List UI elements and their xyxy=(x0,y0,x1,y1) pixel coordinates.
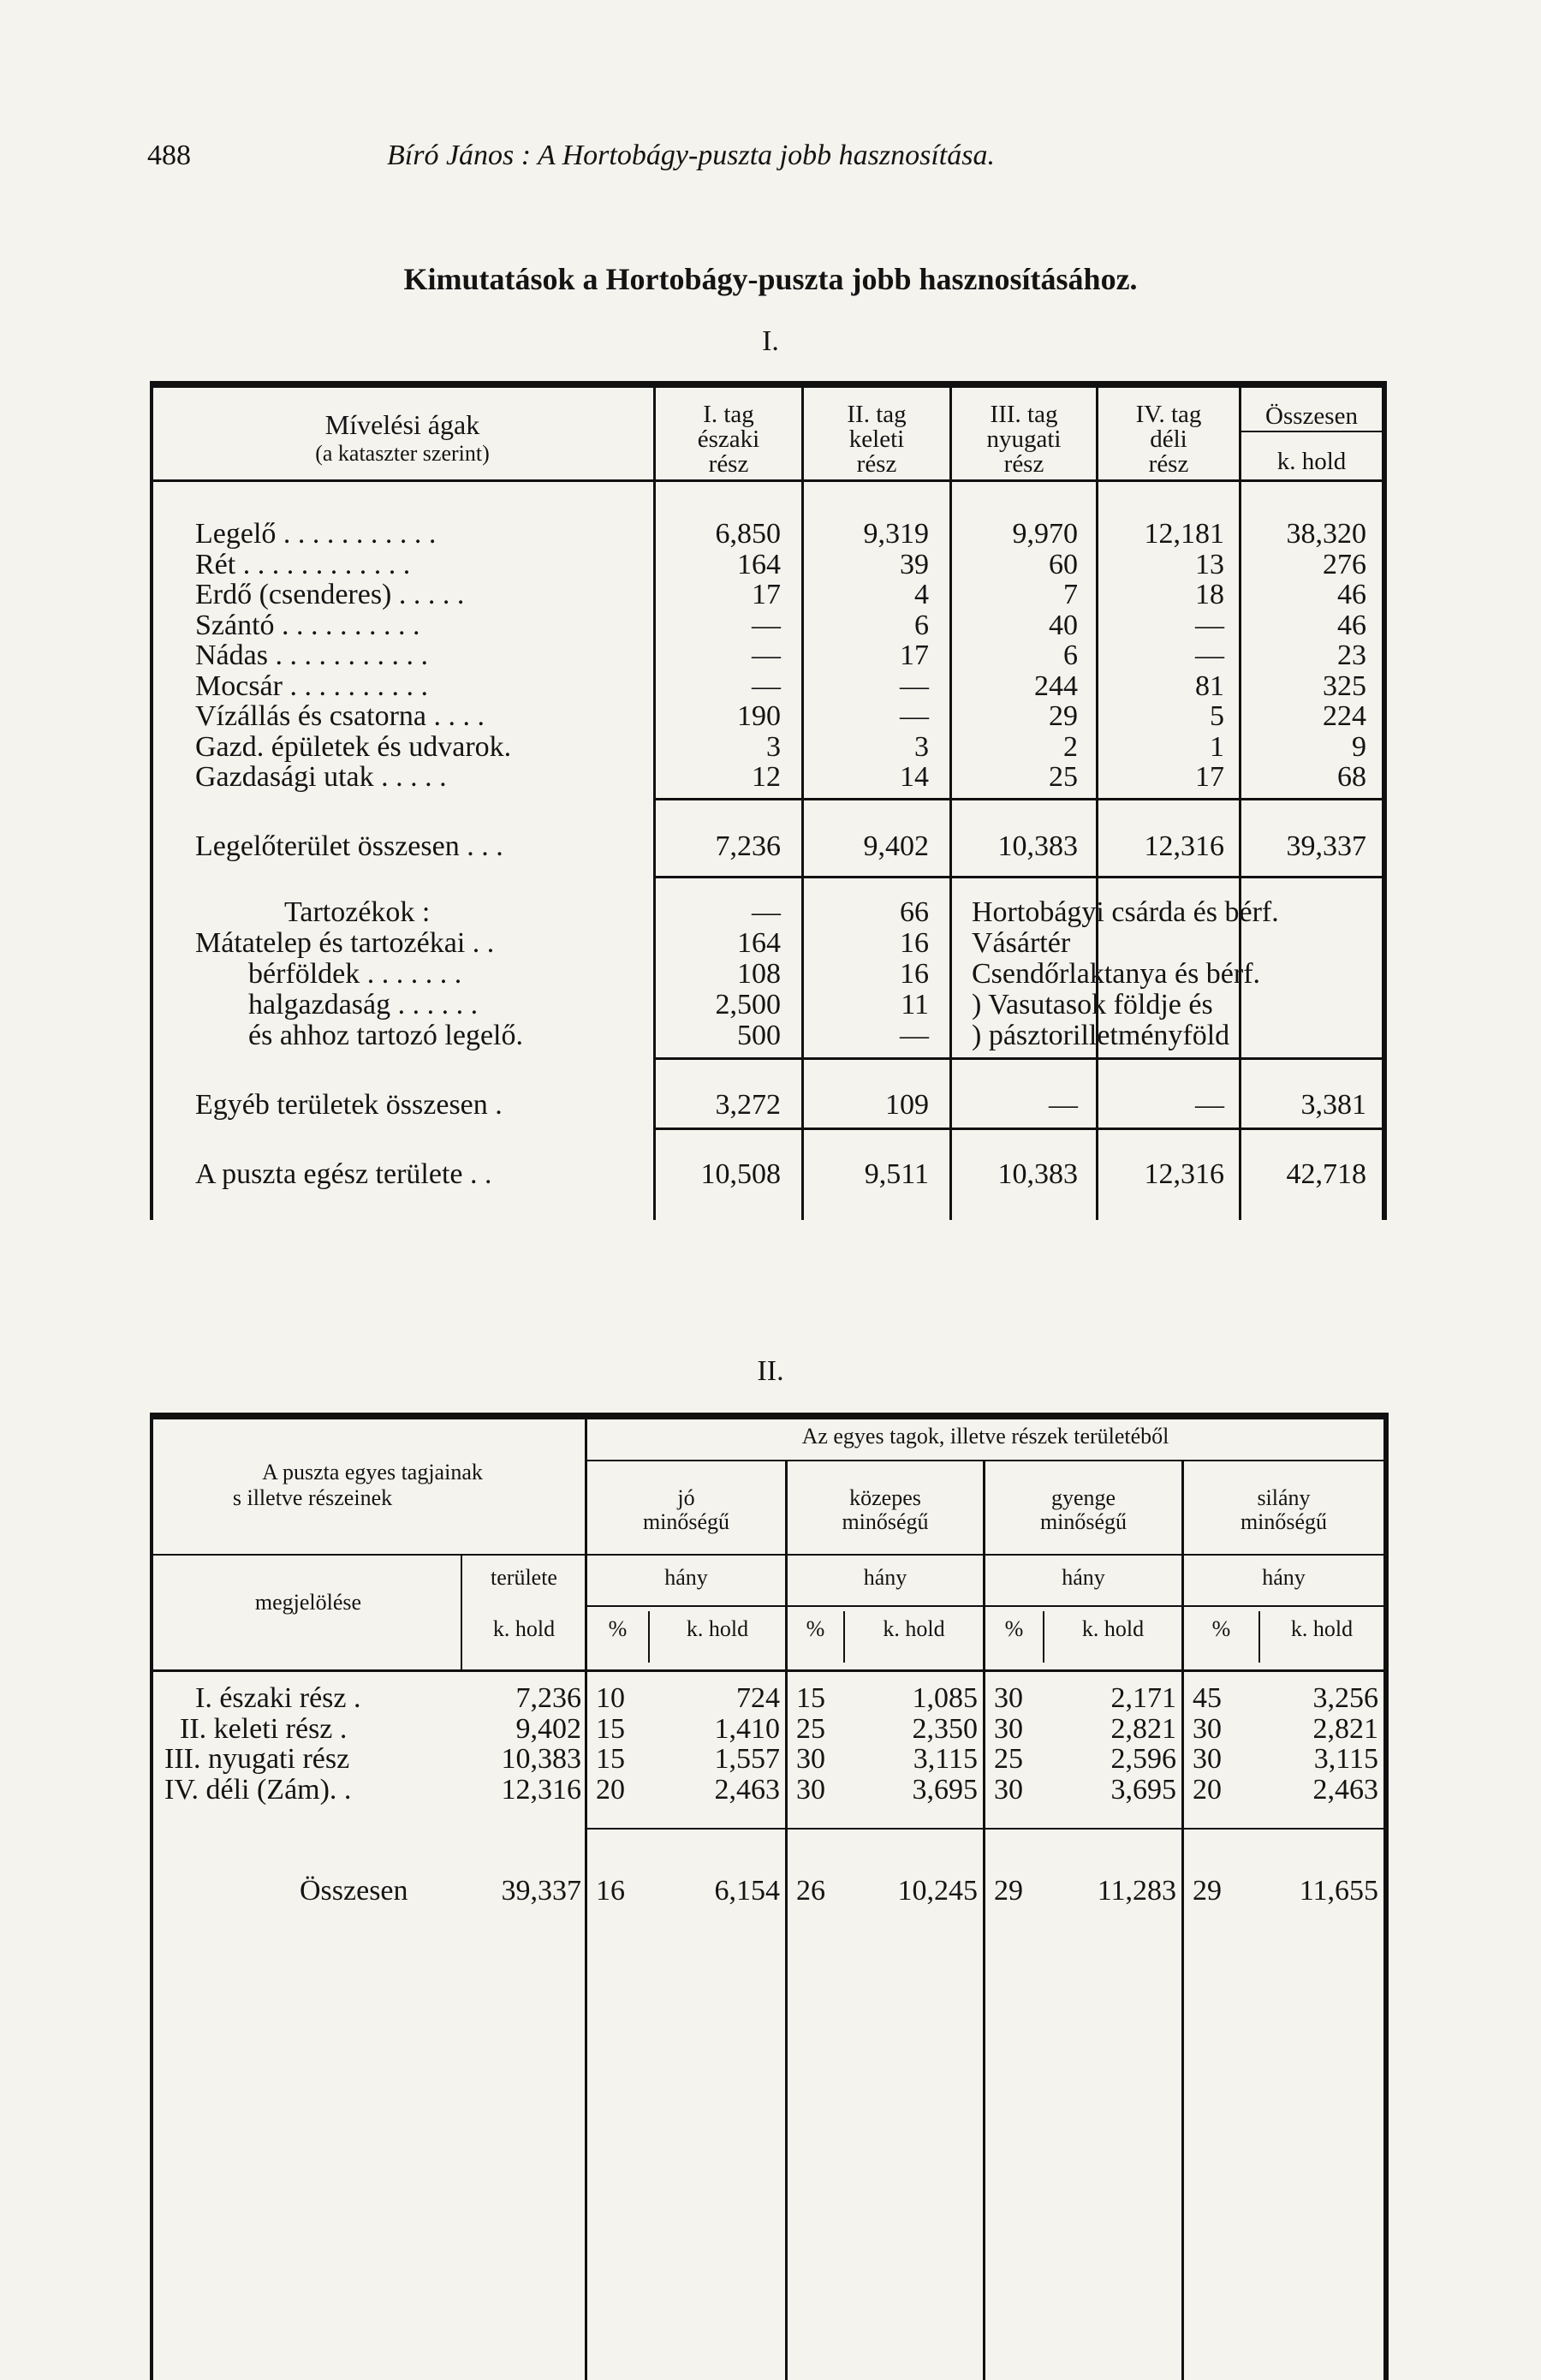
table1-row-value: 60 xyxy=(1049,548,1078,580)
appurtenance-note: ) Vasutasok földje és xyxy=(972,989,1213,1020)
appurtenance-v1: 108 xyxy=(737,958,781,990)
table1-grand-total-v1: 10,508 xyxy=(700,1158,781,1190)
table1-row-value: 18 xyxy=(1195,579,1224,610)
table2-row-pct: 30 xyxy=(1193,1743,1222,1775)
table2-row-pct: 30 xyxy=(994,1773,1023,1806)
table2-row-area: 9,402 xyxy=(515,1712,581,1745)
table1-row-value: 39 xyxy=(900,548,929,580)
table2-row-pct: 10 xyxy=(596,1682,625,1714)
table1-row-value: 3 xyxy=(914,730,929,763)
table2-row-label: III. nyugati rész xyxy=(164,1743,350,1775)
table1-row-value: 46 xyxy=(1337,579,1366,610)
table2-row-area: 12,316 xyxy=(501,1773,581,1806)
appurtenance-v1: 164 xyxy=(737,927,781,959)
table2-label: II. xyxy=(757,1355,784,1387)
appurtenance-note: ) pásztorilletményföld xyxy=(972,1020,1230,1051)
appurtenance-label: és ahhoz tartozó legelő. xyxy=(248,1020,523,1051)
table1-row-label: Gazd. épületek és udvarok. xyxy=(195,730,512,763)
table1-col5-header: Összesen xyxy=(1265,402,1358,430)
table2-row-area: 10,383 xyxy=(501,1743,581,1775)
table2-row-khold: 2,463 xyxy=(1312,1773,1378,1806)
table2-row-pct: 15 xyxy=(796,1682,825,1714)
table2-total-pct: 29 xyxy=(994,1875,1023,1907)
table1-col5-unit: k. hold xyxy=(1276,448,1347,475)
table2-row-khold: 724 xyxy=(736,1682,780,1714)
table1-grand-total-v2: 9,511 xyxy=(864,1158,929,1190)
appurtenance-v1: 500 xyxy=(737,1020,781,1051)
table1-row-value: 1 xyxy=(1210,730,1224,763)
table2-total-pct: 16 xyxy=(596,1875,625,1907)
appurtenance-v1: 2,500 xyxy=(715,989,781,1020)
table1-other-total-v4: — xyxy=(1195,1089,1224,1121)
table1-row-value: 23 xyxy=(1337,640,1366,671)
table1-grand-total-v3: 10,383 xyxy=(997,1158,1078,1190)
table1-row-value: 38,320 xyxy=(1286,518,1366,550)
table2-row-pct: 25 xyxy=(994,1743,1023,1775)
table1-grand-total-v5: 42,718 xyxy=(1286,1158,1366,1190)
appurtenance-v2: — xyxy=(900,1020,929,1051)
table1-row-value: — xyxy=(900,669,929,702)
table2-row-pct: 30 xyxy=(796,1743,825,1775)
table1-row-value: 276 xyxy=(1323,548,1366,580)
table2-total-pct: 29 xyxy=(1193,1875,1222,1907)
quality-header-line2: minőségű xyxy=(1039,1509,1127,1534)
table2-row-khold: 1,085 xyxy=(912,1682,978,1714)
table1-row-value: 6,850 xyxy=(715,518,781,550)
table2-total-area: 39,337 xyxy=(501,1875,581,1907)
table1-row-value: 2 xyxy=(1063,730,1078,763)
table1-col4-header: IV. tag déli rész xyxy=(1135,401,1202,478)
table2-span-header: Az egyes tagok, illetve részek területéből xyxy=(801,1424,1169,1449)
table1-row-value: 9 xyxy=(1352,730,1366,763)
table2-row-label: I. északi rész . xyxy=(195,1682,361,1714)
table2-stub-megjelolese: megjelölése xyxy=(254,1590,362,1615)
table2-row-pct: 30 xyxy=(994,1712,1023,1745)
table1-row-value: 9,319 xyxy=(863,518,929,550)
table2-row-pct: 30 xyxy=(1193,1712,1222,1745)
table1-row-value: 190 xyxy=(737,700,781,732)
table2-row-khold: 2,463 xyxy=(714,1773,780,1806)
table1-row-value: 325 xyxy=(1323,669,1366,702)
table1-row-value: — xyxy=(752,609,781,641)
table1-col1-header: I. tag északi rész xyxy=(697,401,760,478)
table1-row-value: 7 xyxy=(1063,579,1078,610)
table1-row-label: Vízállás és csatorna . . . . xyxy=(195,700,485,732)
appurtenances-heading-v1: — xyxy=(752,896,781,928)
table2-stub-title-2: s illetve részeinek xyxy=(232,1485,393,1510)
table1-row-value: 6 xyxy=(1063,640,1078,671)
table1-row-value: — xyxy=(1195,609,1224,641)
table2-col-khold: k. hold xyxy=(492,1616,556,1641)
table2-row-khold: 3,115 xyxy=(1313,1743,1378,1775)
table1-other-total-v1: 3,272 xyxy=(715,1089,781,1121)
table1-row-value: 25 xyxy=(1049,761,1078,793)
table2-total-khold: 10,245 xyxy=(897,1875,978,1907)
table1-row-value: 5 xyxy=(1210,700,1224,732)
table2-row-pct: 15 xyxy=(596,1712,625,1745)
table2-total-khold: 6,154 xyxy=(714,1875,780,1907)
table1-row-label: Mocsár . . . . . . . . . . xyxy=(195,669,428,702)
appurtenance-label: Mátatelep és tartozékai . . xyxy=(195,927,495,959)
table2-row-pct: 20 xyxy=(596,1773,625,1806)
quality-header-line1: jó xyxy=(677,1485,695,1510)
table1-row-value: 9,970 xyxy=(1012,518,1078,550)
table1-row-label: Nádas . . . . . . . . . . . xyxy=(195,640,428,671)
table1-row-value: 29 xyxy=(1049,700,1078,732)
table1-col2-header: II. tag keleti rész xyxy=(847,401,907,478)
quality-khold: k. hold xyxy=(686,1616,749,1641)
table1-col3-header: III. tag nyugati rész xyxy=(986,401,1062,478)
table1-subtotal-label: Legelőterület összesen . . . xyxy=(195,830,503,862)
appurtenance-label: halgazdaság . . . . . . xyxy=(248,989,479,1020)
table1-subtotal-v5: 39,337 xyxy=(1286,830,1366,862)
main-title: Kimutatások a Hortobágy-puszta jobb hasznosításához. xyxy=(403,262,1138,296)
table2-row-khold: 1,557 xyxy=(714,1743,780,1775)
table1-row-value: 4 xyxy=(914,579,929,610)
quality-hany: hány xyxy=(863,1565,907,1590)
table1-subtotal-v4: 12,316 xyxy=(1144,830,1224,862)
table2-row-area: 7,236 xyxy=(515,1682,581,1714)
table2-stub-title-1: A puszta egyes tagjainak xyxy=(262,1460,483,1485)
quality-header-line2: minőségű xyxy=(1240,1509,1328,1534)
table1-label: I. xyxy=(762,325,779,357)
table1-row-value: 244 xyxy=(1034,669,1078,702)
table1-row-value: 14 xyxy=(900,761,929,793)
table1-other-total-v2: 109 xyxy=(885,1089,929,1121)
table2-row-khold: 3,695 xyxy=(1110,1773,1176,1806)
page-number: 488 xyxy=(147,140,191,171)
table1-row-value: 17 xyxy=(1195,761,1224,793)
table1-row-label: Erdő (csenderes) . . . . . xyxy=(195,579,465,610)
quality-pct: % xyxy=(1211,1616,1231,1641)
table2-row-label: II. keleti rész . xyxy=(180,1712,348,1745)
table2-row-pct: 30 xyxy=(994,1682,1023,1714)
table2-row-khold: 3,115 xyxy=(913,1743,978,1775)
table1-row-value: 68 xyxy=(1337,761,1366,793)
table2-total-pct: 26 xyxy=(796,1875,825,1907)
table2-row-khold: 3,256 xyxy=(1312,1682,1378,1714)
table1-row-value: 164 xyxy=(737,548,781,580)
table1-row-value: 13 xyxy=(1195,548,1224,580)
table1-row-value: 17 xyxy=(752,579,781,610)
running-title: Bíró János : A Hortobágy-puszta jobb hasznosítása. xyxy=(387,140,995,171)
quality-hany: hány xyxy=(664,1565,708,1590)
table1-subtotal-v2: 9,402 xyxy=(863,830,929,862)
table2-row-khold: 1,410 xyxy=(714,1712,780,1745)
table1-row-value: — xyxy=(752,640,781,671)
appurtenance-v2: 16 xyxy=(900,958,929,990)
quality-khold: k. hold xyxy=(1081,1616,1145,1641)
quality-header-line2: minőségű xyxy=(642,1509,730,1534)
table1-subtotal-v3: 10,383 xyxy=(997,830,1078,862)
table1-row-label: Rét . . . . . . . . . . . . xyxy=(195,548,411,580)
table1-grand-total-label: A puszta egész területe . . xyxy=(195,1158,492,1190)
table1-row-value: 46 xyxy=(1337,609,1366,641)
appurtenances-heading: Tartozékok : xyxy=(284,896,431,928)
appurtenances-heading-v2: 66 xyxy=(900,896,929,928)
quality-pct: % xyxy=(1004,1616,1024,1641)
table1-row-label: Gazdasági utak . . . . . xyxy=(195,761,447,793)
table2-row-pct: 45 xyxy=(1193,1682,1222,1714)
appurtenance-v2: 16 xyxy=(900,927,929,959)
table1-other-total-label: Egyéb területek összesen . xyxy=(195,1089,503,1121)
table1-other-total-v5: 3,381 xyxy=(1300,1089,1366,1121)
quality-khold: k. hold xyxy=(883,1616,945,1641)
table1-row-value: 224 xyxy=(1323,700,1366,732)
table1-row-value: 17 xyxy=(900,640,929,671)
quality-hany: hány xyxy=(1262,1565,1306,1590)
quality-header-line1: közepes xyxy=(849,1485,921,1510)
quality-hany: hány xyxy=(1062,1565,1105,1590)
table2-row-khold: 2,350 xyxy=(912,1712,978,1745)
table2-row-khold: 3,695 xyxy=(912,1773,978,1806)
table1-row-value: 12,181 xyxy=(1144,518,1224,550)
table1-row-value: 40 xyxy=(1049,609,1078,641)
quality-header-line2: minőségű xyxy=(842,1509,929,1534)
table1-other-total-v3: — xyxy=(1049,1089,1078,1121)
table2-col-terulete: területe xyxy=(491,1565,557,1590)
quality-header-line1: gyenge xyxy=(1050,1485,1116,1510)
table1-row-label: Szántó . . . . . . . . . . xyxy=(195,609,420,641)
table2-row-khold: 2,171 xyxy=(1110,1682,1176,1714)
table2-row-pct: 15 xyxy=(596,1743,625,1775)
table2-total-khold: 11,283 xyxy=(1097,1875,1176,1907)
appurtenances-heading-note: Hortobágyi csárda és bérf. xyxy=(972,896,1279,928)
quality-khold: k. hold xyxy=(1290,1616,1354,1641)
table2-row-label: IV. déli (Zám). . xyxy=(164,1773,352,1806)
appurtenance-v2: 11 xyxy=(901,989,929,1020)
table1-row-value: 3 xyxy=(766,730,781,763)
table2-row-pct: 25 xyxy=(796,1712,825,1745)
table2-row-khold: 2,596 xyxy=(1110,1743,1176,1775)
table1-row-value: — xyxy=(900,700,929,732)
table1-row-value: 12 xyxy=(752,761,781,793)
table2-row-khold: 2,821 xyxy=(1312,1712,1378,1745)
table2-row-pct: 20 xyxy=(1193,1773,1222,1806)
table1-row-label: Legelő . . . . . . . . . . . xyxy=(195,518,437,550)
table2-total-khold: 11,655 xyxy=(1299,1875,1378,1907)
table1-grand-total-v4: 12,316 xyxy=(1144,1158,1224,1190)
table1-col0-subtitle: (a kataszter szerint) xyxy=(315,441,490,466)
table1-row-value: — xyxy=(752,669,781,702)
quality-pct: % xyxy=(608,1616,628,1641)
appurtenance-note: Vásártér xyxy=(972,927,1071,959)
quality-header-line1: silány xyxy=(1257,1485,1311,1510)
table2-row-khold: 2,821 xyxy=(1110,1712,1176,1745)
table2-total-label: Összesen xyxy=(300,1875,408,1907)
table2-row-pct: 30 xyxy=(796,1773,825,1806)
quality-pct: % xyxy=(806,1616,825,1641)
table1-row-value: 81 xyxy=(1195,669,1224,702)
table1-subtotal-v1: 7,236 xyxy=(715,830,781,862)
appurtenance-label: bérföldek . . . . . . . xyxy=(248,958,462,990)
appurtenance-note: Csendőrlaktanya és bérf. xyxy=(972,958,1261,990)
table1-row-value: — xyxy=(1195,640,1224,671)
table1-row-value: 6 xyxy=(914,609,929,641)
table1-col0-title: Mívelési ágak xyxy=(324,409,480,440)
